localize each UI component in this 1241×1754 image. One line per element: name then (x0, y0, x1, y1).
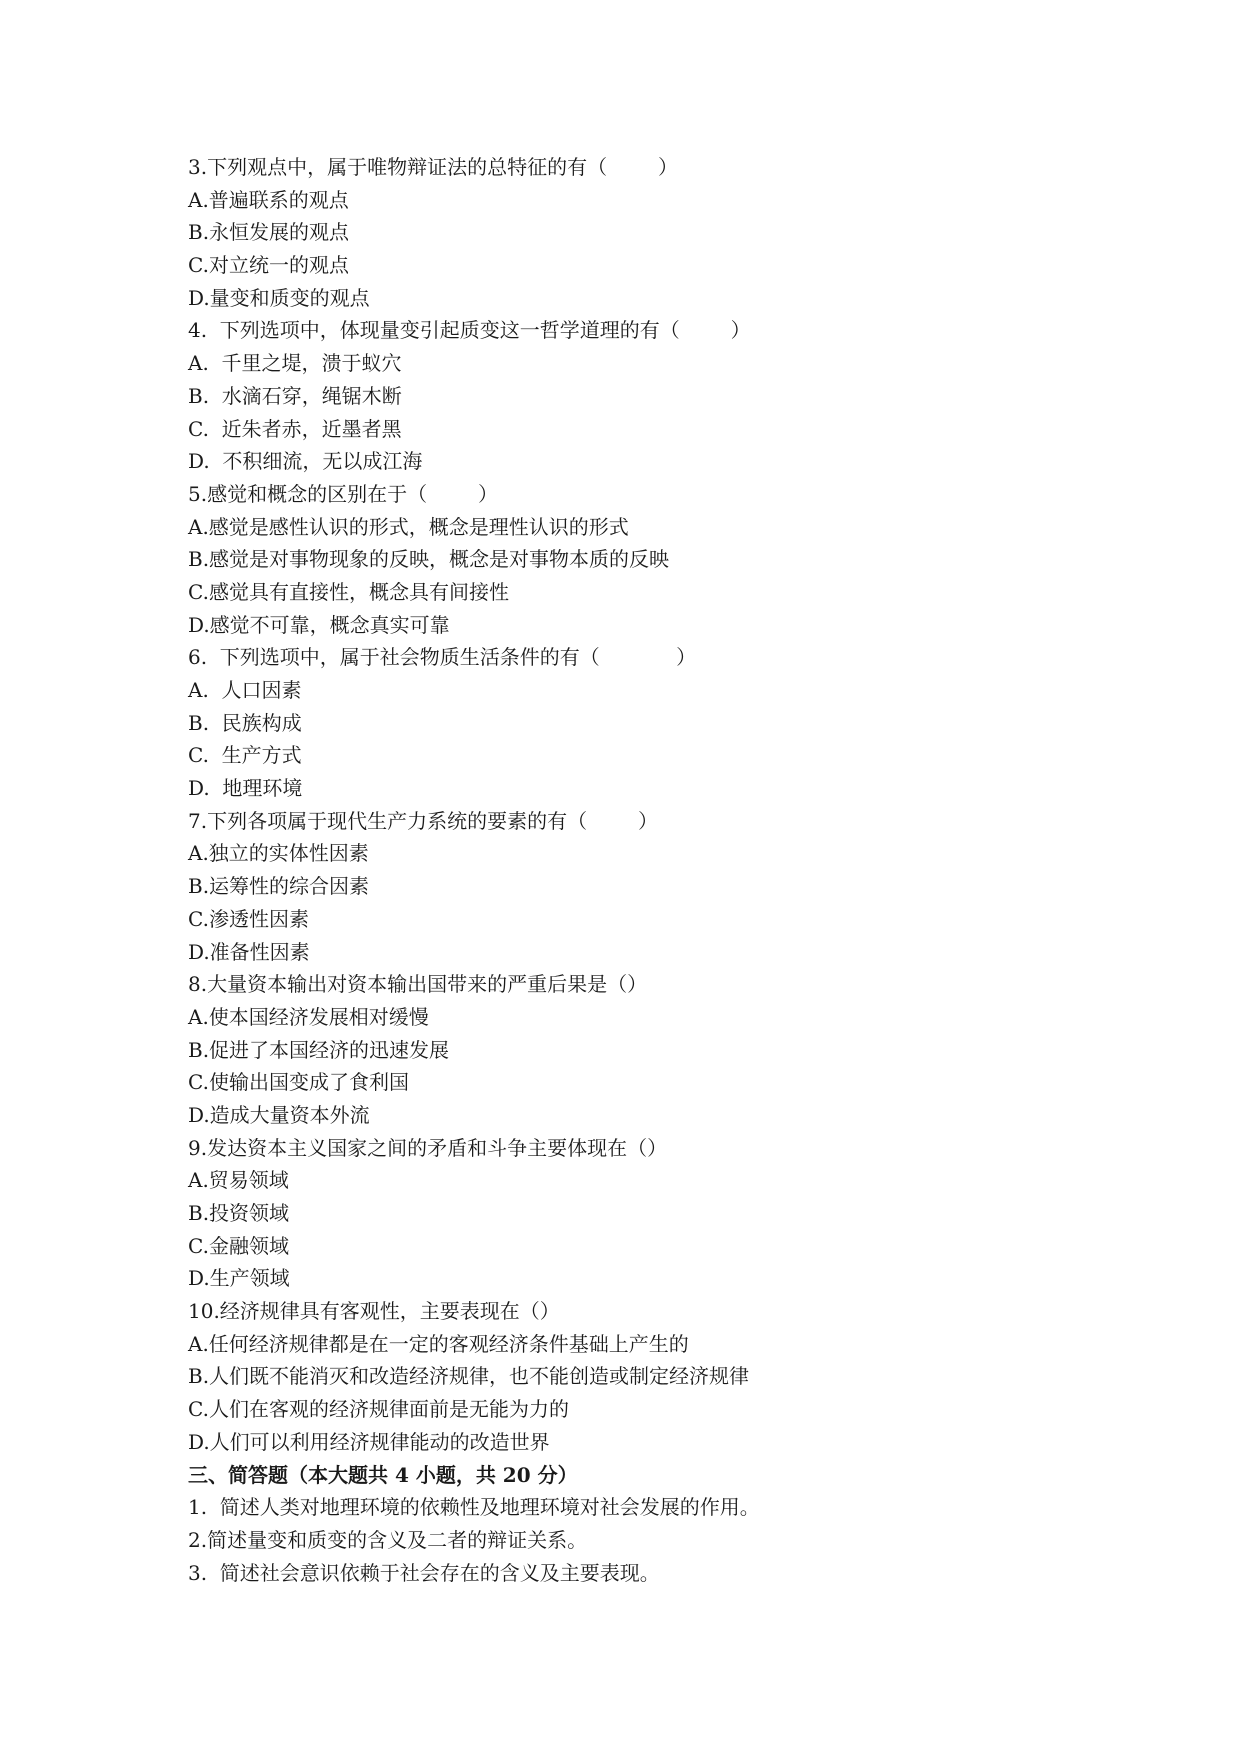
text-line: D.造成大量资本外流 (188, 1102, 370, 1127)
text-line: 5.感觉和概念的区别在于（ ） (188, 481, 498, 506)
text-line: A.贸易领域 (188, 1168, 289, 1193)
text-line: B.投资领域 (188, 1201, 290, 1225)
text-line: 9.发达资本主义国家之间的矛盾和斗争主要体现在（） (188, 1135, 668, 1160)
text-line: D.生产领域 (188, 1266, 290, 1291)
text-line: 3. 简述社会意识依赖于社会存在的含义及主要表现。 (188, 1560, 660, 1585)
text-line: 1. 简述人类对地理环境的依赖性及地理环境对社会发展的作用。 (188, 1495, 760, 1520)
text-line: 6. 下列选项中，属于社会物质生活条件的有（ ） (188, 645, 697, 670)
text-line: D.量变和质变的观点 (188, 285, 370, 310)
text-line: B.促进了本国经济的迅速发展 (188, 1037, 450, 1062)
text-line: A.普遍联系的观点 (188, 187, 349, 212)
text-line: D. 地理环境 (188, 776, 303, 801)
text-line: 2.简述量变和质变的含义及二者的辩证关系。 (188, 1527, 588, 1552)
text-line: D.人们可以利用经济规律能动的改造世界 (188, 1429, 550, 1454)
text-line: A. 千里之堤，溃于蚁穴 (188, 351, 402, 376)
text-line: B. 水滴石穿，绳锯木断 (188, 383, 402, 408)
text-line: A.独立的实体性因素 (188, 841, 369, 866)
text-line: A.任何经济规律都是在一定的客观经济条件基础上产生的 (188, 1331, 689, 1356)
section-heading: 三、简答题（本大题共 4 小题，共 20 分） (188, 1462, 578, 1487)
text-line: C. 近朱者赤，近墨者黑 (188, 416, 402, 441)
text-line: 4. 下列选项中，体现量变引起质变这一哲学道理的有（ ） (188, 318, 751, 343)
text-line: 8.大量资本输出对资本输出国带来的严重后果是（） (188, 972, 648, 997)
text-line: C.使输出国变成了食利国 (188, 1070, 409, 1095)
text-line: 7.下列各项属于现代生产力系统的要素的有（ ） (188, 808, 658, 833)
exam-page (188, 151, 1168, 1589)
text-line: B.运筹性的综合因素 (188, 874, 370, 899)
text-line: A.使本国经济发展相对缓慢 (188, 1004, 429, 1029)
text-line: B. 民族构成 (188, 710, 302, 735)
text-line: B.感觉是对事物现象的反映，概念是对事物本质的反映 (188, 547, 670, 572)
text-line: C.对立统一的观点 (188, 253, 349, 278)
text-line: C. 生产方式 (188, 743, 302, 768)
text-line: 10.经济规律具有客观性，主要表现在（） (188, 1299, 560, 1324)
text-line: B.人们既不能消灭和改造经济规律，也不能创造或制定经济规律 (188, 1364, 750, 1389)
text-line: C.金融领域 (188, 1233, 289, 1258)
text-line: A. 人口因素 (188, 678, 302, 702)
text-line: C.感觉具有直接性，概念具有间接性 (188, 579, 509, 604)
text-line: B.永恒发展的观点 (188, 220, 350, 245)
text-line: D.感觉不可靠，概念真实可靠 (188, 612, 450, 637)
text-line: C.人们在客观的经济规律面前是无能为力的 (188, 1397, 569, 1422)
text-line: A.感觉是感性认识的形式，概念是理性认识的形式 (188, 514, 629, 539)
text-line: D. 不积细流，无以成江海 (188, 449, 423, 474)
text-line: D.准备性因素 (188, 939, 310, 964)
text-line: 3.下列观点中，属于唯物辩证法的总特征的有（ ） (188, 155, 678, 179)
text-line: C.渗透性因素 (188, 906, 309, 931)
